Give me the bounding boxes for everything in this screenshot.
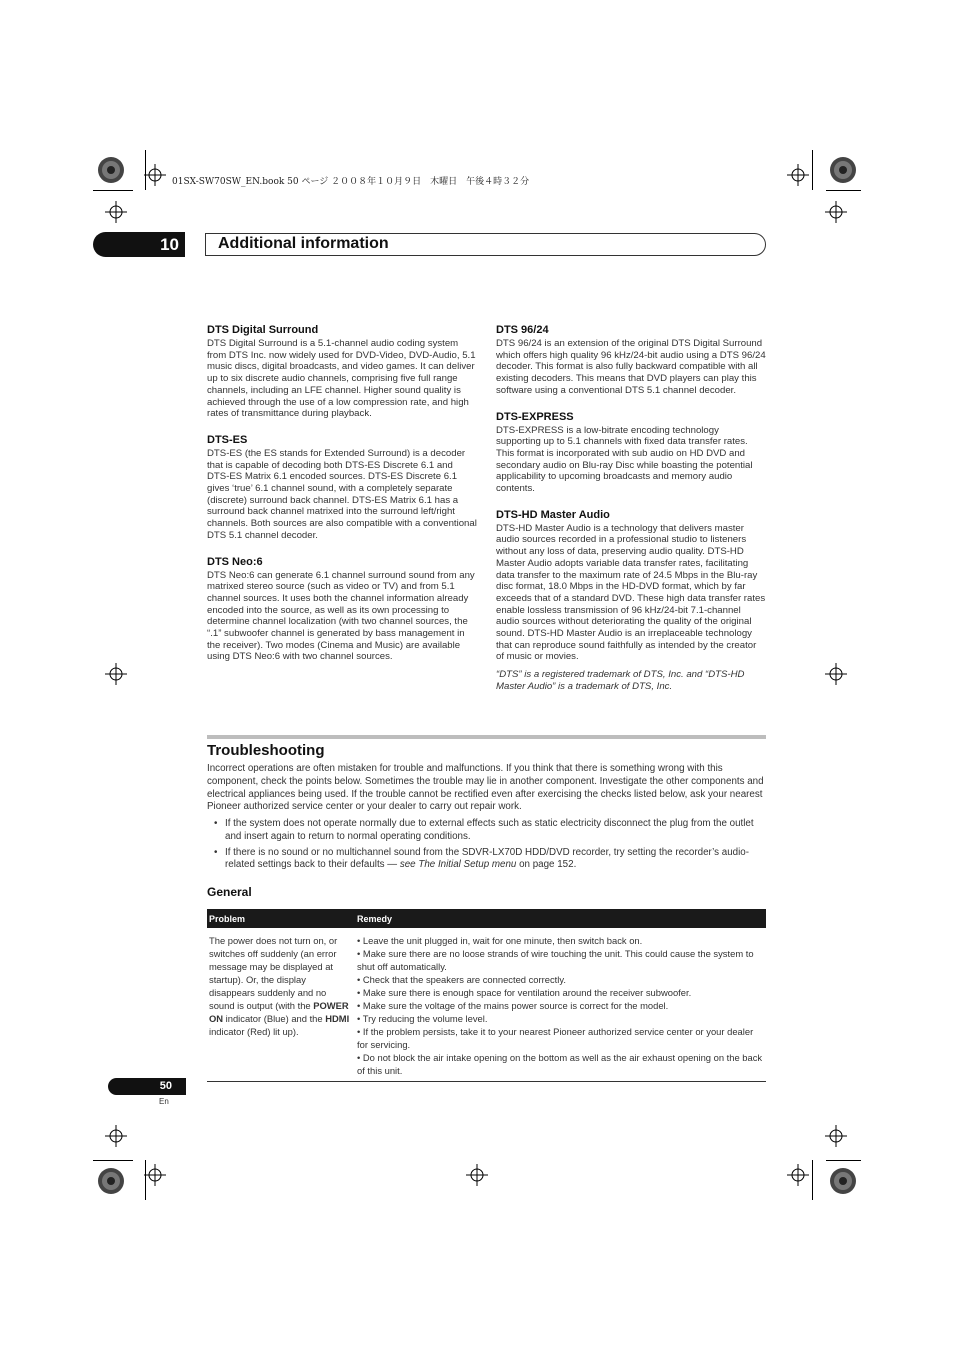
chapter-number: 10 — [93, 232, 185, 257]
section-body: DTS Neo:6 can generate 6.1 channel surround sound from any matrixed stereo source (such as video or TV) and from 5.1 channel sources. It uses both the channel information already encoded into the source, as well as its own processing to determine channel localization (with two channel sources, the “.1” subwoofer channel is generated by bass management in the receiver). Two modes (Cinema and Music) are available using DTS Neo:6 with two channel sources. — [207, 569, 475, 663]
remedy-item: • Check that the speakers are connected correctly. — [357, 974, 566, 985]
section-body: DTS-EXPRESS is a low-bitrate encoding technology supporting up to 5.1 channels with fixed data transfer rates. This format is incorporated with sub audio on HD DVD and secondary audio on Blu-ray Disc while boasting the potential applicability to upcoming broadcasts and memory audio contents. — [496, 424, 753, 495]
registration-target-icon — [829, 1167, 857, 1195]
problem-text: indicator (Red) lit up). — [209, 1026, 299, 1037]
section-dts-express — [496, 410, 766, 495]
section-dts-digital-surround — [207, 323, 477, 420]
list-item — [207, 847, 766, 873]
troubleshooting-intro: Incorrect operations are often mistaken for trouble and malfunctions. If you think that there is something wrong with this component, check the points below. Sometimes the trouble may lie in another component. Investigate the other components and electrical appliances being used. If the trouble cannot be rectified even after exercising the checks listed below, ask your nearest Pioneer authorized service center or your dealer to carry out repair work. — [207, 763, 764, 813]
crosshair-mark-icon — [144, 1164, 166, 1186]
crosshair-mark-icon — [787, 164, 809, 186]
registration-target-icon — [97, 1167, 125, 1195]
section-heading: DTS-EXPRESS — [496, 410, 574, 423]
troubleshooting-table — [207, 909, 766, 1082]
crosshair-mark-icon — [825, 201, 847, 223]
crosshair-mark-icon — [105, 663, 127, 685]
column-header-problem: Problem — [207, 909, 355, 928]
remedy-cell — [355, 928, 766, 1082]
bullet-text: If the system does not operate normally due to external effects such as static electricity disconnect the plug from the outlet and insert again to return to normal operating conditions. — [225, 818, 754, 842]
section-heading: DTS Neo:6 — [207, 555, 263, 568]
right-column — [496, 323, 766, 693]
section-heading: DTS Digital Surround — [207, 324, 319, 336]
page-language: En — [159, 1097, 169, 1106]
section-dts-es — [207, 433, 477, 542]
page-reference: on page 152. — [516, 859, 577, 871]
remedy-item: • Try reducing the volume level. — [357, 1013, 488, 1024]
crosshair-mark-icon — [787, 1164, 809, 1186]
section-divider — [207, 735, 766, 739]
section-body: DTS 96/24 is an extension of the original DTS Digital Surround which offers high quality 96 kHz/24-bit audio using a DTS 96/24 decoder. This format is also fully backward compatible with all existing decoders. This means that DVD players can play this software using a conventional DTS 5.1 channel decoder. — [496, 338, 766, 396]
crosshair-mark-icon — [105, 201, 127, 223]
section-dts-96-24 — [496, 323, 766, 397]
print-header: 01SX-SW70SW_EN.book 50 ページ ２００８年１０月９日 木曜日 午後４時３２分 — [172, 177, 530, 187]
table-row — [207, 928, 766, 1082]
section-heading: DTS 96/24 — [496, 324, 549, 336]
section-heading: DTS-ES — [207, 433, 248, 446]
general-title: General — [207, 885, 252, 899]
trademark-note: “DTS” is a registered trademark of DTS, Inc. and “DTS-HD Master Audio” is a trademark of DTS, Inc. — [496, 669, 745, 692]
section-heading: DTS-HD Master Audio — [496, 508, 610, 521]
crosshair-mark-icon — [144, 164, 166, 186]
crosshair-mark-icon — [825, 663, 847, 685]
remedy-item: • Do not block the air intake opening on the bottom as well as the air exhaust opening on the back of this unit. — [357, 1052, 763, 1076]
cross-reference: The Initial Setup menu — [418, 859, 517, 871]
remedy-item: • Leave the unit plugged in, wait for one minute, then switch back on. — [357, 935, 643, 946]
troubleshooting-title: Troubleshooting — [207, 742, 325, 759]
chapter-title: Additional information — [218, 235, 389, 252]
see-word: see — [399, 859, 419, 871]
table-header-row — [207, 909, 766, 928]
problem-cell — [207, 928, 355, 1082]
problem-text: The power does not turn on, or switches off suddenly (an error message may be displayed at startup). Or, the display disappears suddenly and no sound is output (with the — [209, 935, 338, 1011]
remedy-item: • Make sure there are no loose strands of wire touching the unit. This could cause the system to shut off automatically. — [357, 948, 754, 972]
bullet-text: If there is no sound or no multichannel sound from the SDVR-LX70D HDD/DVD recorder, try setting the recorder’s audio-related settings back to their defaults — — [225, 846, 750, 871]
remedy-item: • If the problem persists, take it to your nearest Pioneer authorized service center or your dealer for servicing. — [357, 1026, 754, 1050]
registration-target-icon — [97, 156, 125, 184]
power-on-label: POWER ON — [209, 1000, 349, 1024]
crosshair-mark-icon — [105, 1125, 127, 1147]
left-column — [207, 323, 477, 676]
registration-target-icon — [829, 156, 857, 184]
section-body: DTS Digital Surround is a 5.1-channel audio coding system from DTS Inc. now widely used for DVD-Video, DVD-Audio, 5.1 music discs, digital broadcasts, and video games. It can deliver up to six discrete audio channels, comprising five full range channels, including an LFE channel. Higher sound quality is achieved through the use of a low compression rate, and high rates of transmittance during playback. — [207, 338, 476, 420]
crosshair-mark-icon — [466, 1164, 488, 1186]
hdmi-label: HDMI — [325, 1013, 350, 1024]
page-number: 50 — [108, 1078, 186, 1095]
section-body: DTS-HD Master Audio is a technology that delivers master audio sources recorded in a professional studio to listeners without any loss of data, preserving audio quality. DTS-HD Master Audio adopts variable data transfer rates, facilitating data transfer to the maximum rate of 24.5 Mbps in the Blu-ray disc format, 18.0 Mbps in the HD-DVD format, which by far exceeds that of a standard DVD. These high data transfer rates enable lossless transmission of 96 kHz/24-bit 7.1-channel audio sources without deteriorating the quality of the original sound. DTS-HD Master Audio is an irreplaceable technology that can reproduce sound faithfully as intended by the creator of music or movies. — [496, 522, 766, 663]
list-item — [207, 818, 766, 844]
troubleshooting-bullets — [207, 818, 766, 875]
remedy-item: • Make sure the voltage of the mains power source is correct for the model. — [357, 1000, 669, 1011]
crosshair-mark-icon — [825, 1125, 847, 1147]
remedy-item: • Make sure there is enough space for ventilation around the receiver subwoofer. — [357, 987, 692, 998]
column-header-remedy: Remedy — [355, 909, 766, 928]
section-dts-hd-master-audio — [496, 508, 766, 663]
section-dts-neo6 — [207, 555, 477, 664]
problem-text: indicator (Blue) and the — [223, 1013, 326, 1024]
section-body: DTS-ES (the ES stands for Extended Surround) is a decoder that is capable of decoding both DTS-ES Discrete 6.1 and DTS-ES Matrix 6.1 encoded sources. DTS-ES Discrete 6.1 gives ‘true’ 6.1 channel sound, with a completely separate (discrete) surround back channel. DTS-ES Matrix 6.1 has a surround back channel matrixed into the surround left/right channels. Both sources are also compatible with a conventional DTS 5.1 channel decoder. — [207, 447, 477, 541]
